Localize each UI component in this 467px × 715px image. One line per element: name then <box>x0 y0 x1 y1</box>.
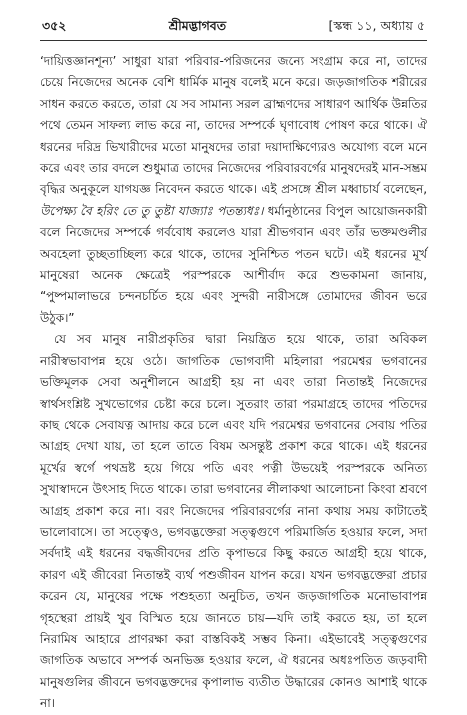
paragraph-text: ‘দায়িত্তজ্ঞানশূন্য’ সাধুরা যারা পরিবার-পরিজনের জন্যে সংগ্রাম করে না, তাদের চেয়ে নিজেদের অনেক বেশি ধার্মিক মানুষ বলেই মনে করে। জড়জাগতিক শরীরের সাধন করতে করতে, তারা যে সব সামান্য সরল ব্রাহ্মণদের সাধারণ আর্থিক উন্নতির পথে তেমন সাফল্য লাভ করে না, তাদের সম্পর্কে ঘৃণাবোধ পোষণ করে থাকে। ঐ ধরনের দরিদ্র ভিখারীদের মতো মানুষদের তারা দয়াদাক্ষিণ্যেরও অযোগ্য বলে মনে করে এবং তার বদলে শুধুমাত্র তাদের নিজেদের পরিবারবর্গের মানুষদেরই মান-সম্ভ্রম বৃদ্ধির অনুকূলে যাগযজ্ঞ নিবেদন করতে থাকে। এই প্রসঙ্গে শ্রীল মধ্বাচার্য বলেছেন, <box>40 54 427 197</box>
paragraph-text: যে সব মানুষ নারীপ্রকৃতির দ্বারা নিয়ন্ত্রিত হয়ে থাকে, তারা অবিকল নারীস্বভাবাপন্ন হয়ে ওঠে। জাগতিক ভোগবাদী মহিলারা পরমেশ্বর ভগবানের ভক্তিমূলক সেবা অনুশীলনে আগ্রহী হয় না এবং তারা নিতান্তই নিজেদের স্বার্থসংশ্লিষ্ট সুখভোগের চেষ্টা করে চলে। সুতরাং তারা পরমাগ্রহে তাদের পতিদের কাছ থেকে সেবাযত্ন আদায় করে চলে এবং যদি পরমেশ্বর ভগবানের সেবায় পতির আগ্রহ দেখা যায়, তা হলে তাতে বিষম অসন্তুষ্ট প্রকাশ করে থাকে। এই ধরনের মূর্খের স্বর্গে পথভ্রষ্ট হয়ে গিয়ে পতি এবং পত্নী উভয়েই পরস্পরকে অনিত্য সুখাস্বাদনে উৎসাহ দিতে থাকে। তারা ভগবানের লীলাকথা আলোচনা কিংবা শ্রবণে আগ্রহ প্রকাশ করে না। বরং নিজেদের পরিবারবর্গের নানা কথায় সময় কাটাতেই ভালোবাসে। তা সত্ত্বেও, ভগবদ্ভক্তেরা সত্ত্বগুণে পরিমার্জিত হওয়ার ফলে, সদা সর্বদাই এই ধরনের বদ্ধজীবদের প্রতি কৃপাভরে কিছু করতে আগ্রহী হয়ে থাকে, কারণ এই জীবেরা নিতান্তই ব্যর্থ পশুজীবন যাপন করে। যখন ভগবদ্ভক্তেরা প্রচার করেন যে, মানুষের পক্ষে পশুহত্যা অনুচিত, তখন জড়জাগতিক মনোভাবাপন্ন গৃহস্থেরা প্রায়ই খুব বিস্মিত হয়ে জানতে চায়—যদি তাই করতে হয়, তা হলে নিরামিষ আহারে প্রাণরক্ষা করা বাস্তবিকই সম্ভব কিনা। এইভাবেই সত্ত্বগুণের জাগতিক অভাবে সম্পর্ক অনভিজ্ঞ হওয়ার ফলে, ঐ ধরনের অধঃপতিত জড়বাদী মানুষগুলির জীবনে ভগবদ্ভক্তদের কৃপালাভ ব্যতীত উদ্ধারের কোনও আশাই থাকে না। <box>40 332 427 711</box>
chapter-reference: [স্কন্ধ ১১, অধ্যায় ৫ <box>328 18 425 33</box>
page-header <box>40 18 427 34</box>
sanskrit-quote: উপেক্ষ্য বৈ হরিং তে তু তুষ্টা যাজ্যাঃ পতন্ত্যধঃ। <box>40 203 264 218</box>
book-title: শ্রীমদ্ভাগবত <box>168 18 227 33</box>
body-text <box>40 51 427 715</box>
paragraph-text: ধর্মানুষ্ঠানের বিপুল আয়োজনকারী বলে নিজেদের সম্পর্কে গর্ববোধ করলেও যারা শ্রীভগবান এবং তাঁর ভক্তমণ্ডলীর অবহেলা তুচ্ছতাচ্ছিল্য করে থাকে, তাদের সুনিশ্চিত পতন ঘটে। এই ধরনের মূর্খ মানুষেরা অনেক ক্ষেত্রেই পরস্পরকে আশীর্বাদ করে শুভকামনা জানায়, “পুষ্পমালাভরে চন্দনচর্চিত হয়ে এবং সুন্দরী নারীসঙ্গে তোমাদের জীবন ভরে উঠুক।” <box>40 203 427 325</box>
page-number: ৩৫২ <box>42 18 67 33</box>
header-divider <box>40 40 427 41</box>
paragraph <box>40 51 427 329</box>
paragraph <box>40 329 427 714</box>
